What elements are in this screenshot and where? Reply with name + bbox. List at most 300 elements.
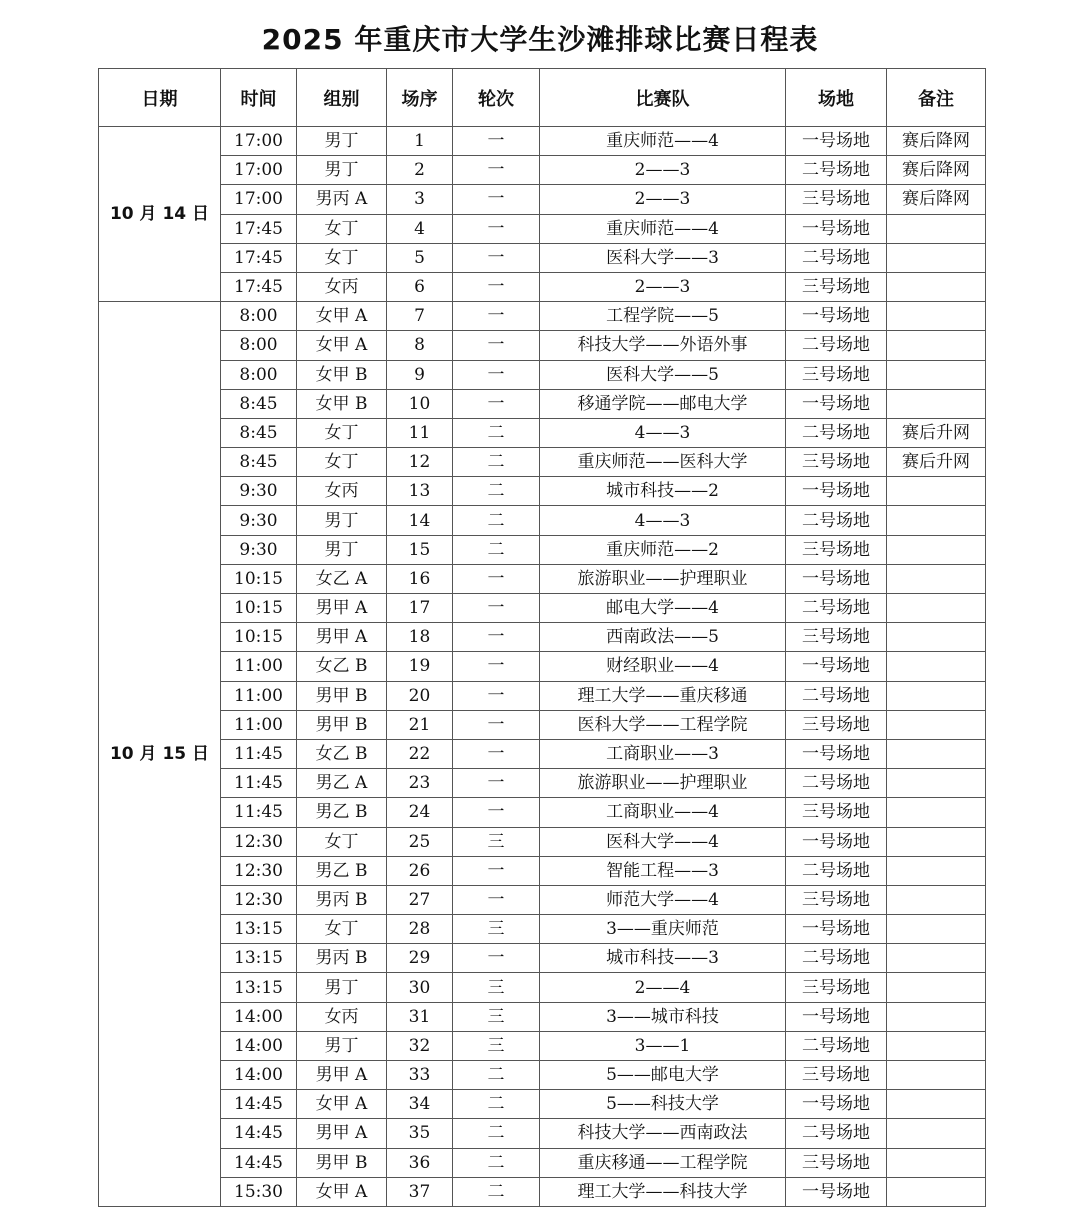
cell-time: 14:00 bbox=[221, 1002, 297, 1031]
cell-note bbox=[887, 564, 986, 593]
cell-time: 11:45 bbox=[221, 739, 297, 768]
cell-group: 男甲 A bbox=[297, 594, 387, 623]
cell-court: 一号场地 bbox=[786, 915, 887, 944]
cell-note bbox=[887, 1090, 986, 1119]
cell-teams: 3——重庆师范 bbox=[540, 915, 786, 944]
cell-court: 三号场地 bbox=[786, 185, 887, 214]
cell-time: 9:30 bbox=[221, 535, 297, 564]
cell-teams: 旅游职业——护理职业 bbox=[540, 564, 786, 593]
cell-note bbox=[887, 243, 986, 272]
cell-group: 女甲 A bbox=[297, 1090, 387, 1119]
cell-note bbox=[887, 360, 986, 389]
cell-time: 12:30 bbox=[221, 885, 297, 914]
cell-group: 女丁 bbox=[297, 915, 387, 944]
cell-round: 一 bbox=[453, 564, 540, 593]
cell-teams: 工商职业——4 bbox=[540, 798, 786, 827]
header-time: 时间 bbox=[221, 69, 297, 127]
cell-match-no: 3 bbox=[387, 185, 453, 214]
cell-time: 12:30 bbox=[221, 827, 297, 856]
cell-teams: 重庆移通——工程学院 bbox=[540, 1148, 786, 1177]
cell-teams: 医科大学——4 bbox=[540, 827, 786, 856]
cell-match-no: 35 bbox=[387, 1119, 453, 1148]
cell-court: 三号场地 bbox=[786, 885, 887, 914]
cell-court: 三号场地 bbox=[786, 360, 887, 389]
cell-time: 17:00 bbox=[221, 156, 297, 185]
cell-match-no: 19 bbox=[387, 652, 453, 681]
cell-group: 男乙 B bbox=[297, 856, 387, 885]
cell-court: 二号场地 bbox=[786, 506, 887, 535]
table-row bbox=[99, 418, 986, 447]
table-row bbox=[99, 1002, 986, 1031]
header-teams: 比赛队 bbox=[540, 69, 786, 127]
cell-teams: 工程学院——5 bbox=[540, 302, 786, 331]
cell-note bbox=[887, 710, 986, 739]
cell-round: 一 bbox=[453, 856, 540, 885]
cell-note bbox=[887, 915, 986, 944]
cell-note bbox=[887, 944, 986, 973]
schedule-table bbox=[98, 68, 986, 1207]
cell-note bbox=[887, 477, 986, 506]
cell-group: 男丁 bbox=[297, 1031, 387, 1060]
cell-match-no: 18 bbox=[387, 623, 453, 652]
cell-teams: 工商职业——3 bbox=[540, 739, 786, 768]
cell-match-no: 1 bbox=[387, 127, 453, 156]
cell-note bbox=[887, 856, 986, 885]
cell-time: 8:00 bbox=[221, 302, 297, 331]
cell-time: 11:00 bbox=[221, 681, 297, 710]
cell-teams: 3——1 bbox=[540, 1031, 786, 1060]
cell-round: 二 bbox=[453, 477, 540, 506]
cell-round: 二 bbox=[453, 506, 540, 535]
table-row bbox=[99, 1031, 986, 1060]
cell-teams: 财经职业——4 bbox=[540, 652, 786, 681]
cell-round: 三 bbox=[453, 1031, 540, 1060]
cell-note bbox=[887, 739, 986, 768]
cell-round: 一 bbox=[453, 652, 540, 681]
cell-round: 一 bbox=[453, 214, 540, 243]
cell-time: 8:00 bbox=[221, 360, 297, 389]
cell-group: 男丁 bbox=[297, 535, 387, 564]
table-row bbox=[99, 594, 986, 623]
cell-time: 8:45 bbox=[221, 389, 297, 418]
table-row bbox=[99, 185, 986, 214]
cell-time: 14:45 bbox=[221, 1119, 297, 1148]
cell-time: 12:30 bbox=[221, 856, 297, 885]
cell-teams: 3——城市科技 bbox=[540, 1002, 786, 1031]
cell-round: 一 bbox=[453, 885, 540, 914]
table-row bbox=[99, 1119, 986, 1148]
cell-time: 11:45 bbox=[221, 769, 297, 798]
cell-court: 三号场地 bbox=[786, 272, 887, 301]
cell-teams: 科技大学——西南政法 bbox=[540, 1119, 786, 1148]
cell-court: 一号场地 bbox=[786, 827, 887, 856]
cell-group: 女丙 bbox=[297, 272, 387, 301]
cell-match-no: 17 bbox=[387, 594, 453, 623]
cell-match-no: 4 bbox=[387, 214, 453, 243]
cell-match-no: 23 bbox=[387, 769, 453, 798]
header-round: 轮次 bbox=[453, 69, 540, 127]
cell-group: 男乙 B bbox=[297, 798, 387, 827]
cell-group: 女甲 B bbox=[297, 389, 387, 418]
cell-note bbox=[887, 1148, 986, 1177]
cell-teams: 重庆师范——4 bbox=[540, 127, 786, 156]
cell-note bbox=[887, 623, 986, 652]
cell-group: 女乙 A bbox=[297, 564, 387, 593]
cell-court: 三号场地 bbox=[786, 623, 887, 652]
cell-round: 一 bbox=[453, 156, 540, 185]
cell-teams: 4——3 bbox=[540, 418, 786, 447]
cell-group: 男甲 A bbox=[297, 623, 387, 652]
cell-time: 10:15 bbox=[221, 594, 297, 623]
cell-note bbox=[887, 652, 986, 681]
cell-court: 一号场地 bbox=[786, 1002, 887, 1031]
cell-court: 二号场地 bbox=[786, 243, 887, 272]
cell-time: 17:45 bbox=[221, 272, 297, 301]
cell-note bbox=[887, 535, 986, 564]
cell-teams: 理工大学——科技大学 bbox=[540, 1177, 786, 1206]
table-row bbox=[99, 214, 986, 243]
cell-group: 男丁 bbox=[297, 506, 387, 535]
cell-time: 17:45 bbox=[221, 214, 297, 243]
table-row bbox=[99, 798, 986, 827]
cell-match-no: 10 bbox=[387, 389, 453, 418]
cell-note bbox=[887, 1177, 986, 1206]
cell-note bbox=[887, 1119, 986, 1148]
cell-teams: 重庆师范——2 bbox=[540, 535, 786, 564]
cell-date: 10 月 14 日 bbox=[99, 127, 221, 302]
table-row bbox=[99, 477, 986, 506]
cell-match-no: 15 bbox=[387, 535, 453, 564]
header-group: 组别 bbox=[297, 69, 387, 127]
cell-match-no: 9 bbox=[387, 360, 453, 389]
cell-round: 一 bbox=[453, 769, 540, 798]
cell-round: 一 bbox=[453, 272, 540, 301]
cell-court: 二号场地 bbox=[786, 418, 887, 447]
cell-group: 女乙 B bbox=[297, 739, 387, 768]
header-court: 场地 bbox=[786, 69, 887, 127]
cell-time: 10:15 bbox=[221, 623, 297, 652]
cell-court: 一号场地 bbox=[786, 652, 887, 681]
cell-round: 一 bbox=[453, 127, 540, 156]
cell-time: 8:45 bbox=[221, 448, 297, 477]
cell-teams: 医科大学——3 bbox=[540, 243, 786, 272]
cell-round: 二 bbox=[453, 1177, 540, 1206]
cell-time: 17:45 bbox=[221, 243, 297, 272]
cell-match-no: 34 bbox=[387, 1090, 453, 1119]
table-row bbox=[99, 1177, 986, 1206]
cell-round: 一 bbox=[453, 710, 540, 739]
cell-match-no: 24 bbox=[387, 798, 453, 827]
cell-match-no: 14 bbox=[387, 506, 453, 535]
cell-round: 一 bbox=[453, 185, 540, 214]
cell-group: 男丁 bbox=[297, 973, 387, 1002]
cell-time: 14:45 bbox=[221, 1148, 297, 1177]
cell-round: 二 bbox=[453, 1119, 540, 1148]
cell-note: 赛后降网 bbox=[887, 156, 986, 185]
cell-group: 男甲 B bbox=[297, 681, 387, 710]
cell-court: 二号场地 bbox=[786, 1119, 887, 1148]
cell-teams: 旅游职业——护理职业 bbox=[540, 769, 786, 798]
cell-note bbox=[887, 973, 986, 1002]
cell-time: 13:15 bbox=[221, 944, 297, 973]
cell-group: 男丙 B bbox=[297, 885, 387, 914]
table-row bbox=[99, 944, 986, 973]
table-row bbox=[99, 652, 986, 681]
table-row bbox=[99, 272, 986, 301]
page-title: 2025 年重庆市大学生沙滩排球比赛日程表 bbox=[261, 23, 819, 56]
cell-match-no: 30 bbox=[387, 973, 453, 1002]
cell-group: 男甲 B bbox=[297, 710, 387, 739]
cell-group: 女甲 A bbox=[297, 331, 387, 360]
cell-round: 一 bbox=[453, 302, 540, 331]
cell-round: 二 bbox=[453, 418, 540, 447]
cell-round: 二 bbox=[453, 1148, 540, 1177]
cell-court: 二号场地 bbox=[786, 594, 887, 623]
cell-round: 三 bbox=[453, 1002, 540, 1031]
cell-court: 二号场地 bbox=[786, 944, 887, 973]
cell-time: 11:00 bbox=[221, 710, 297, 739]
cell-note bbox=[887, 272, 986, 301]
cell-note bbox=[887, 594, 986, 623]
cell-round: 一 bbox=[453, 360, 540, 389]
cell-round: 一 bbox=[453, 623, 540, 652]
cell-time: 17:00 bbox=[221, 185, 297, 214]
cell-time: 14:00 bbox=[221, 1031, 297, 1060]
cell-round: 一 bbox=[453, 331, 540, 360]
cell-group: 女丁 bbox=[297, 214, 387, 243]
table-row bbox=[99, 739, 986, 768]
cell-court: 三号场地 bbox=[786, 1148, 887, 1177]
cell-round: 三 bbox=[453, 827, 540, 856]
cell-round: 一 bbox=[453, 798, 540, 827]
cell-note: 赛后降网 bbox=[887, 127, 986, 156]
cell-group: 女丁 bbox=[297, 448, 387, 477]
table-row bbox=[99, 564, 986, 593]
cell-note: 赛后升网 bbox=[887, 418, 986, 447]
cell-teams: 智能工程——3 bbox=[540, 856, 786, 885]
cell-court: 一号场地 bbox=[786, 564, 887, 593]
cell-time: 13:15 bbox=[221, 915, 297, 944]
table-row bbox=[99, 623, 986, 652]
cell-group: 女丙 bbox=[297, 477, 387, 506]
table-row bbox=[99, 769, 986, 798]
cell-teams: 5——科技大学 bbox=[540, 1090, 786, 1119]
cell-time: 13:15 bbox=[221, 973, 297, 1002]
cell-group: 男丙 A bbox=[297, 185, 387, 214]
cell-group: 男甲 A bbox=[297, 1119, 387, 1148]
cell-teams: 医科大学——5 bbox=[540, 360, 786, 389]
cell-teams: 移通学院——邮电大学 bbox=[540, 389, 786, 418]
cell-match-no: 13 bbox=[387, 477, 453, 506]
cell-match-no: 28 bbox=[387, 915, 453, 944]
cell-match-no: 20 bbox=[387, 681, 453, 710]
table-row bbox=[99, 156, 986, 185]
cell-note bbox=[887, 1031, 986, 1060]
cell-match-no: 32 bbox=[387, 1031, 453, 1060]
cell-note bbox=[887, 798, 986, 827]
cell-time: 15:30 bbox=[221, 1177, 297, 1206]
table-row bbox=[99, 360, 986, 389]
table-row bbox=[99, 1148, 986, 1177]
cell-match-no: 25 bbox=[387, 827, 453, 856]
cell-match-no: 26 bbox=[387, 856, 453, 885]
cell-teams: 2——3 bbox=[540, 156, 786, 185]
header-row bbox=[99, 69, 986, 127]
cell-group: 女乙 B bbox=[297, 652, 387, 681]
cell-group: 男甲 B bbox=[297, 1148, 387, 1177]
cell-round: 三 bbox=[453, 973, 540, 1002]
cell-match-no: 33 bbox=[387, 1061, 453, 1090]
table-row bbox=[99, 389, 986, 418]
cell-group: 女丁 bbox=[297, 243, 387, 272]
cell-court: 一号场地 bbox=[786, 477, 887, 506]
cell-round: 二 bbox=[453, 1090, 540, 1119]
header-match-no: 场序 bbox=[387, 69, 453, 127]
cell-note bbox=[887, 885, 986, 914]
cell-teams: 重庆师范——4 bbox=[540, 214, 786, 243]
cell-time: 10:15 bbox=[221, 564, 297, 593]
table-row bbox=[99, 885, 986, 914]
cell-time: 9:30 bbox=[221, 506, 297, 535]
cell-note bbox=[887, 1002, 986, 1031]
cell-court: 二号场地 bbox=[786, 681, 887, 710]
cell-teams: 2——3 bbox=[540, 272, 786, 301]
cell-match-no: 22 bbox=[387, 739, 453, 768]
cell-court: 三号场地 bbox=[786, 448, 887, 477]
cell-group: 女甲 A bbox=[297, 1177, 387, 1206]
table-row bbox=[99, 710, 986, 739]
cell-court: 二号场地 bbox=[786, 856, 887, 885]
cell-group: 女甲 A bbox=[297, 302, 387, 331]
cell-court: 二号场地 bbox=[786, 769, 887, 798]
table-row bbox=[99, 973, 986, 1002]
cell-round: 二 bbox=[453, 448, 540, 477]
cell-note bbox=[887, 506, 986, 535]
cell-teams: 重庆师范——医科大学 bbox=[540, 448, 786, 477]
cell-round: 二 bbox=[453, 1061, 540, 1090]
cell-round: 一 bbox=[453, 594, 540, 623]
cell-note bbox=[887, 331, 986, 360]
cell-match-no: 36 bbox=[387, 1148, 453, 1177]
cell-court: 一号场地 bbox=[786, 1090, 887, 1119]
cell-match-no: 2 bbox=[387, 156, 453, 185]
cell-match-no: 5 bbox=[387, 243, 453, 272]
cell-round: 二 bbox=[453, 535, 540, 564]
cell-round: 一 bbox=[453, 739, 540, 768]
cell-round: 一 bbox=[453, 681, 540, 710]
cell-match-no: 29 bbox=[387, 944, 453, 973]
cell-time: 8:45 bbox=[221, 418, 297, 447]
cell-group: 男丁 bbox=[297, 156, 387, 185]
cell-court: 三号场地 bbox=[786, 973, 887, 1002]
cell-time: 14:45 bbox=[221, 1090, 297, 1119]
cell-court: 一号场地 bbox=[786, 302, 887, 331]
cell-court: 一号场地 bbox=[786, 127, 887, 156]
cell-court: 二号场地 bbox=[786, 331, 887, 360]
header-date: 日期 bbox=[99, 69, 221, 127]
cell-court: 一号场地 bbox=[786, 1177, 887, 1206]
cell-teams: 理工大学——重庆移通 bbox=[540, 681, 786, 710]
cell-teams: 科技大学——外语外事 bbox=[540, 331, 786, 360]
cell-group: 女丁 bbox=[297, 827, 387, 856]
cell-note bbox=[887, 389, 986, 418]
cell-time: 9:30 bbox=[221, 477, 297, 506]
cell-teams: 5——邮电大学 bbox=[540, 1061, 786, 1090]
table-row bbox=[99, 681, 986, 710]
table-row bbox=[99, 915, 986, 944]
cell-time: 11:45 bbox=[221, 798, 297, 827]
table-row bbox=[99, 535, 986, 564]
cell-match-no: 27 bbox=[387, 885, 453, 914]
cell-note: 赛后降网 bbox=[887, 185, 986, 214]
header-note: 备注 bbox=[887, 69, 986, 127]
cell-note bbox=[887, 681, 986, 710]
cell-note: 赛后升网 bbox=[887, 448, 986, 477]
cell-group: 男丙 B bbox=[297, 944, 387, 973]
cell-court: 一号场地 bbox=[786, 214, 887, 243]
table-row bbox=[99, 243, 986, 272]
cell-court: 二号场地 bbox=[786, 156, 887, 185]
cell-group: 男甲 A bbox=[297, 1061, 387, 1090]
table-row bbox=[99, 1090, 986, 1119]
table-row bbox=[99, 448, 986, 477]
cell-round: 一 bbox=[453, 389, 540, 418]
cell-court: 三号场地 bbox=[786, 1061, 887, 1090]
cell-court: 一号场地 bbox=[786, 389, 887, 418]
cell-court: 三号场地 bbox=[786, 798, 887, 827]
cell-group: 男丁 bbox=[297, 127, 387, 156]
cell-teams: 2——3 bbox=[540, 185, 786, 214]
table-row bbox=[99, 127, 986, 156]
cell-court: 二号场地 bbox=[786, 1031, 887, 1060]
cell-match-no: 8 bbox=[387, 331, 453, 360]
cell-match-no: 16 bbox=[387, 564, 453, 593]
cell-time: 11:00 bbox=[221, 652, 297, 681]
cell-court: 一号场地 bbox=[786, 739, 887, 768]
table-row bbox=[99, 302, 986, 331]
cell-match-no: 6 bbox=[387, 272, 453, 301]
cell-match-no: 37 bbox=[387, 1177, 453, 1206]
cell-time: 17:00 bbox=[221, 127, 297, 156]
cell-date: 10 月 15 日 bbox=[99, 302, 221, 1207]
cell-court: 三号场地 bbox=[786, 535, 887, 564]
cell-round: 一 bbox=[453, 243, 540, 272]
cell-teams: 邮电大学——4 bbox=[540, 594, 786, 623]
cell-teams: 城市科技——3 bbox=[540, 944, 786, 973]
table-row bbox=[99, 506, 986, 535]
cell-group: 女丁 bbox=[297, 418, 387, 447]
cell-court: 三号场地 bbox=[786, 710, 887, 739]
cell-time: 14:00 bbox=[221, 1061, 297, 1090]
cell-group: 女丙 bbox=[297, 1002, 387, 1031]
cell-match-no: 31 bbox=[387, 1002, 453, 1031]
cell-teams: 4——3 bbox=[540, 506, 786, 535]
cell-match-no: 21 bbox=[387, 710, 453, 739]
cell-teams: 医科大学——工程学院 bbox=[540, 710, 786, 739]
cell-match-no: 12 bbox=[387, 448, 453, 477]
cell-match-no: 7 bbox=[387, 302, 453, 331]
cell-teams: 师范大学——4 bbox=[540, 885, 786, 914]
cell-note bbox=[887, 769, 986, 798]
cell-teams: 城市科技——2 bbox=[540, 477, 786, 506]
cell-note bbox=[887, 827, 986, 856]
cell-teams: 2——4 bbox=[540, 973, 786, 1002]
cell-teams: 西南政法——5 bbox=[540, 623, 786, 652]
cell-time: 8:00 bbox=[221, 331, 297, 360]
cell-round: 一 bbox=[453, 944, 540, 973]
table-row bbox=[99, 827, 986, 856]
cell-note bbox=[887, 1061, 986, 1090]
